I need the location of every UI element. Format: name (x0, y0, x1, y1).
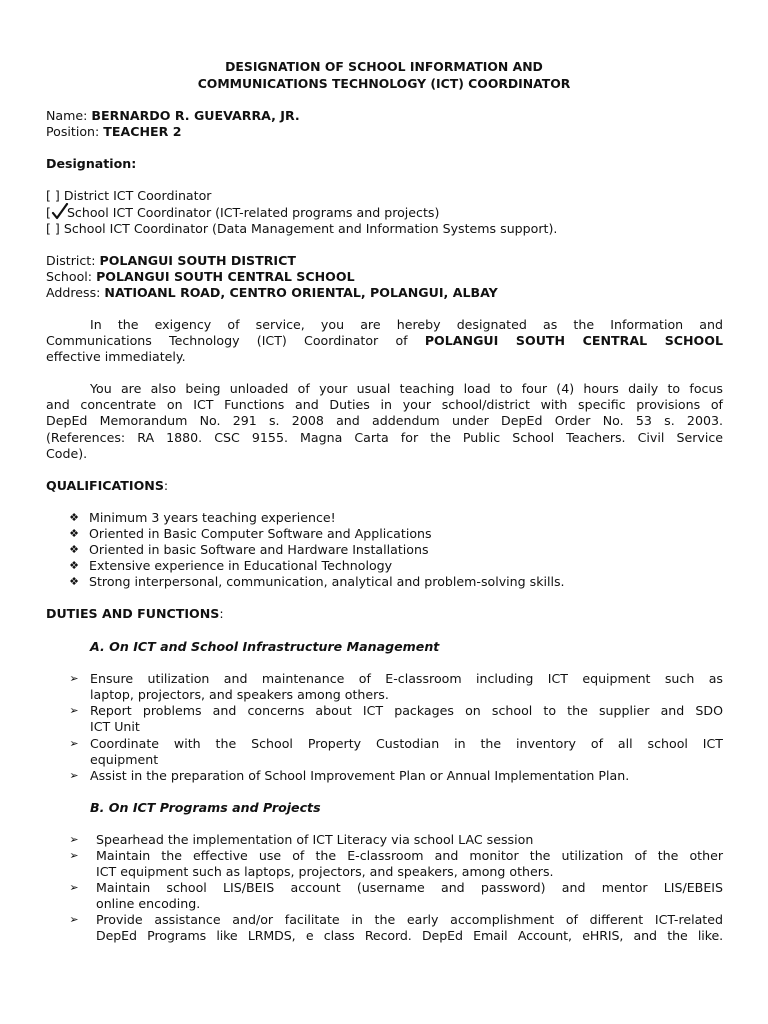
district-label: District: (46, 253, 96, 268)
paragraph-line: (References: RA 1880. CSC 9155. Magna Carta for the Public School Teachers. Civil Service (46, 429, 723, 445)
address-value: NATIOANL ROAD, CENTRO ORIENTAL, POLANGUI, ALBAY (104, 285, 498, 300)
duty-text (90, 768, 723, 784)
paragraph-text: Communications Technology (ICT) Coordinator of (46, 333, 408, 349)
document-title-line-1: DESIGNATION OF SCHOOL INFORMATION AND (225, 59, 543, 74)
designation-option-district (46, 188, 211, 204)
qualification-text: Oriented in Basic Computer Software and Applications (89, 526, 432, 541)
duty-line: Maintain school LIS/BEIS account (username and password) and mentor LIS/EBEIS (96, 880, 723, 895)
designation-paragraph (46, 317, 723, 366)
diamond-bullet-icon: ❖ (69, 527, 79, 540)
name-value: BERNARDO R. GUEVARRA, JR. (91, 108, 300, 123)
diamond-bullet-icon: ❖ (69, 511, 79, 524)
address-field (46, 285, 498, 301)
arrow-bullet-icon: ➢ (69, 672, 79, 685)
duty-line: Coordinate with the School Property Custodian in the inventory of all school ICT (90, 736, 723, 751)
arrow-bullet-icon: ➢ (69, 737, 79, 750)
diamond-bullet-icon: ❖ (69, 543, 79, 556)
duty-line: laptop, projectors, and speakers among others. (90, 687, 389, 703)
school-label: School: (46, 269, 93, 284)
duty-text (90, 736, 723, 768)
checkbox-empty: [ ] (46, 221, 60, 236)
qualifications-heading-text: QUALIFICATIONS (46, 478, 164, 493)
duty-text (96, 832, 723, 848)
heading-colon: : (163, 478, 169, 493)
arrow-bullet-icon: ➢ (69, 849, 79, 862)
school-value: POLANGUI SOUTH CENTRAL SCHOOL (96, 269, 355, 284)
arrow-bullet-icon: ➢ (69, 704, 79, 717)
paragraph-line: Code). (46, 445, 88, 461)
paragraph-line: DepEd Memorandum No. 291 s. 2008 and addendum under DepEd Order No. 53 s. 2003. (46, 413, 723, 429)
address-label: Address: (46, 285, 101, 300)
name-field (46, 108, 300, 124)
arrow-bullet-icon: ➢ (69, 881, 79, 894)
designation-option-school-programs (46, 205, 439, 221)
duty-text (96, 912, 723, 944)
section-b-title: B. On ICT Programs and Projects (90, 800, 321, 815)
paragraph-line: You are also being unloaded of your usual teaching load to four (4) hours daily to focus (90, 381, 723, 396)
name-label: Name: (46, 108, 88, 123)
diamond-bullet-icon: ❖ (69, 559, 79, 572)
checkbox-open-bracket: [ (46, 205, 51, 220)
duty-text (96, 848, 723, 880)
qualification-text: Minimum 3 years teaching experience! (89, 510, 336, 525)
designation-option-label: District ICT Coordinator (63, 188, 212, 203)
district-value: POLANGUI SOUTH DISTRICT (99, 253, 296, 268)
designation-option-label: School ICT Coordinator (Data Management and Information Systems support). (63, 221, 558, 236)
duty-line: Provide assistance and/or facilitate in the early accomplishment of different ICT-related (96, 912, 723, 927)
duty-line: DepEd Programs like LRMDS, e class Record. DepEd Email Account, eHRIS, and the like. (96, 928, 723, 944)
duty-line: Maintain the effective use of the E-classroom and monitor the utilization of the other (96, 848, 723, 863)
qualification-text: Strong interpersonal, communication, analytical and problem-solving skills. (89, 574, 565, 589)
checkbox-empty: [ ] (46, 188, 60, 203)
duty-text (96, 880, 723, 912)
position-field (46, 124, 181, 140)
paragraph-line: In the exigency of service, you are hereby designated as the Information and (90, 317, 723, 332)
district-field (46, 253, 296, 269)
qualifications-heading (46, 478, 168, 494)
duties-heading (46, 606, 224, 622)
position-label: Position: (46, 124, 100, 139)
designation-option-label: School ICT Coordinator (ICT-related programs and projects) (66, 205, 440, 220)
duty-line: Assist in the preparation of School Improvement Plan or Annual Implementation Plan. (90, 768, 630, 783)
paragraph-line: and concentrate on ICT Functions and Duties in your school/district with specific provisions of (46, 397, 723, 413)
position-value: TEACHER 2 (103, 124, 182, 139)
duty-line: Report problems and concerns about ICT packages on school to the supplier and SDO (90, 703, 723, 718)
qualification-text: Oriented in basic Software and Hardware Installations (89, 542, 429, 557)
heading-colon: : (219, 606, 224, 621)
diamond-bullet-icon: ❖ (69, 575, 79, 588)
duty-line: ICT Unit (90, 719, 140, 735)
paragraph-line (46, 333, 723, 349)
school-name-emphasis: POLANGUI SOUTH CENTRAL SCHOOL (424, 333, 723, 349)
designation-option-school-data (46, 221, 557, 237)
designation-heading: Designation: (46, 156, 137, 171)
duty-text (90, 703, 723, 735)
arrow-bullet-icon: ➢ (69, 769, 79, 782)
qualification-text: Extensive experience in Educational Technology (89, 558, 393, 573)
school-field (46, 269, 355, 285)
duty-line: Spearhead the implementation of ICT Literacy via school LAC session (96, 832, 534, 847)
duties-heading-text: DUTIES AND FUNCTIONS (46, 606, 220, 621)
section-a-title: A. On ICT and School Infrastructure Management (90, 639, 440, 654)
check-mark-icon (51, 203, 69, 221)
duty-line: equipment (90, 752, 159, 768)
paragraph-line: effective immediately. (46, 349, 186, 365)
duty-text (90, 671, 723, 703)
arrow-bullet-icon: ➢ (69, 833, 79, 846)
unloading-paragraph (46, 381, 723, 462)
document-title-line-2: COMMUNICATIONS TECHNOLOGY (ICT) COORDINATOR (197, 76, 571, 91)
duty-line: Ensure utilization and maintenance of E-classroom including ICT equipment such as (90, 671, 723, 686)
arrow-bullet-icon: ➢ (69, 913, 79, 926)
duty-line: online encoding. (96, 896, 201, 912)
duty-line: ICT equipment such as laptops, projectors, and speakers, among others. (96, 864, 554, 880)
